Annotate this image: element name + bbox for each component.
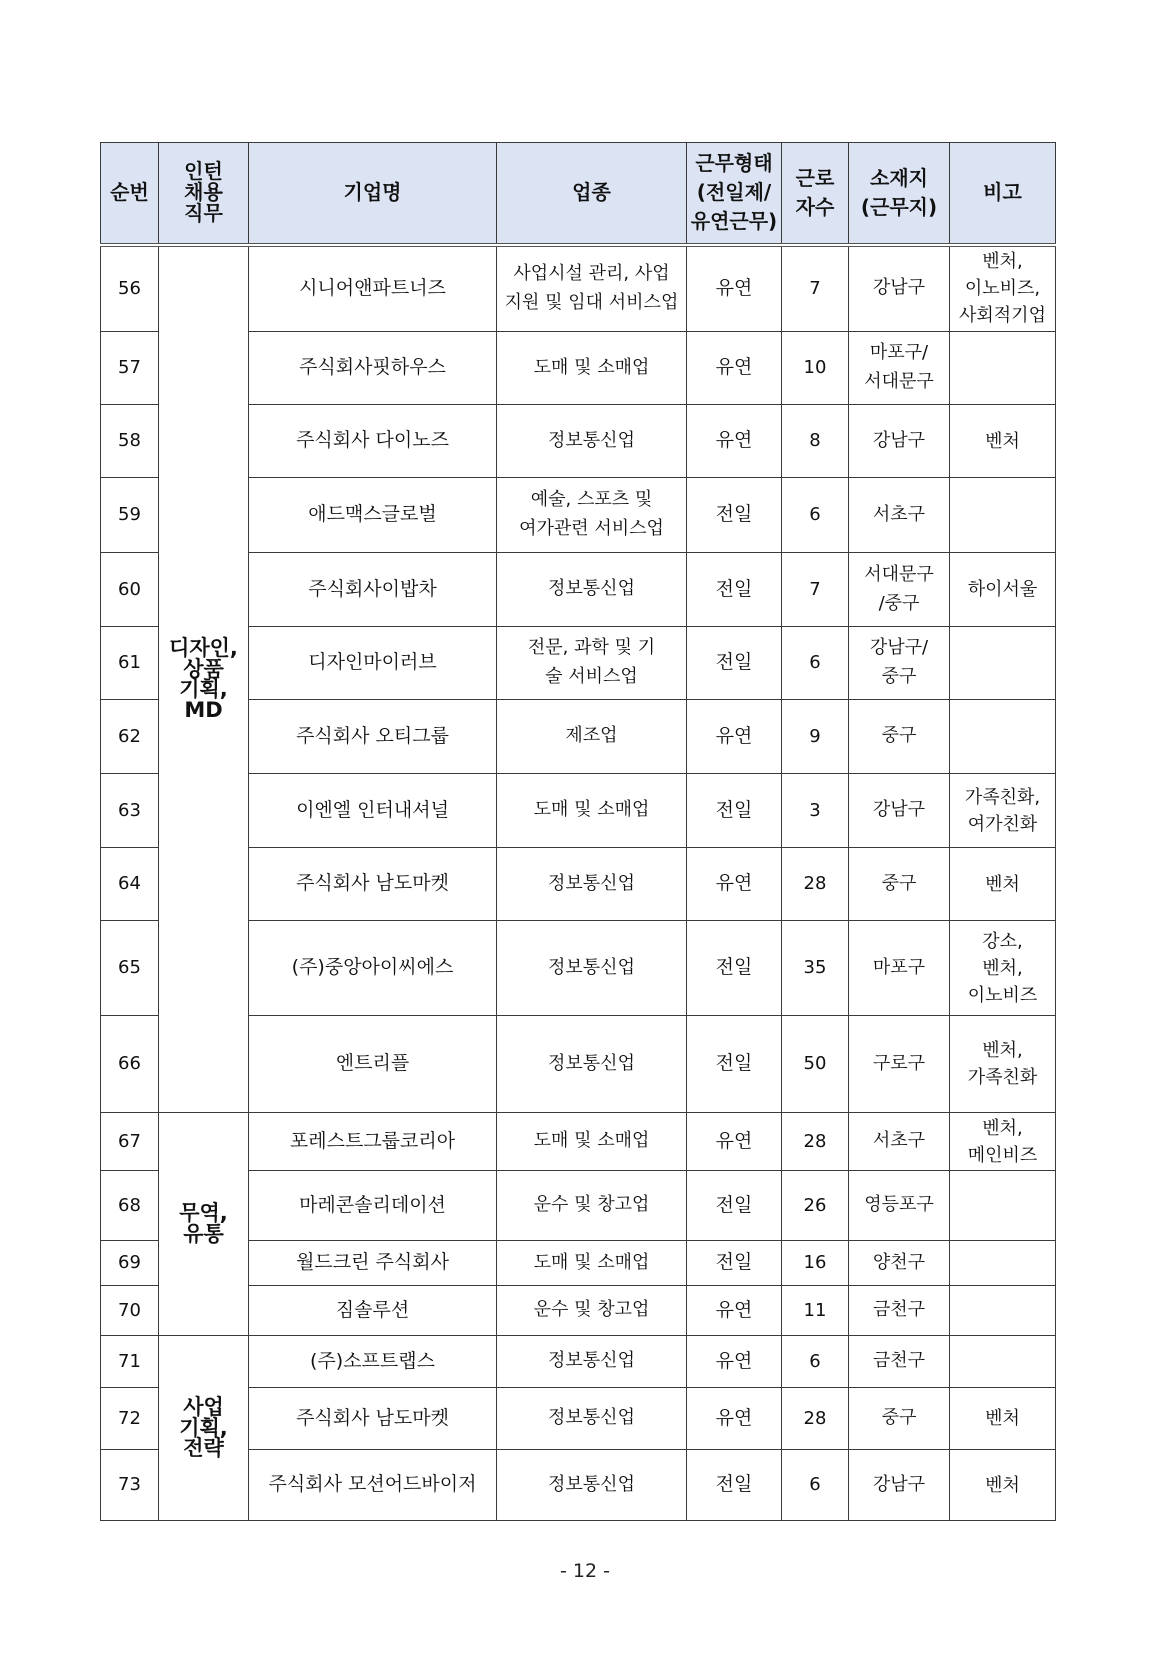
industry: 사업시설 관리, 사업 지원 및 임대 서비스업	[497, 245, 687, 332]
company-name: 시니어앤파트너즈	[249, 245, 497, 332]
header-employees: 근로 자수	[782, 143, 849, 245]
work-type: 전일	[687, 1016, 782, 1113]
employee-count: 6	[782, 1450, 849, 1521]
location: 영등포구	[849, 1171, 950, 1241]
work-type: 전일	[687, 478, 782, 553]
row-number: 57	[101, 332, 159, 405]
location: 중구	[849, 848, 950, 921]
note	[950, 1286, 1056, 1336]
company-name: 애드맥스글로벌	[249, 478, 497, 553]
row-number: 66	[101, 1016, 159, 1113]
work-type: 유연	[687, 332, 782, 405]
employee-count: 6	[782, 478, 849, 553]
location: 서초구	[849, 1113, 950, 1171]
note	[950, 1336, 1056, 1388]
industry: 정보통신업	[497, 1388, 687, 1450]
row-number: 72	[101, 1388, 159, 1450]
row-number: 63	[101, 774, 159, 848]
employee-count: 6	[782, 1336, 849, 1388]
employee-count: 28	[782, 1388, 849, 1450]
industry: 예술, 스포츠 및 여가관련 서비스업	[497, 478, 687, 553]
company-name: 주식회사 오티그룹	[249, 700, 497, 774]
employee-count: 10	[782, 332, 849, 405]
company-name: 이엔엘 인터내셔널	[249, 774, 497, 848]
industry: 정보통신업	[497, 553, 687, 627]
intern-company-table	[100, 142, 1056, 1521]
row-number: 59	[101, 478, 159, 553]
employee-count: 6	[782, 627, 849, 700]
company-name: 짐솔루션	[249, 1286, 497, 1336]
row-number: 64	[101, 848, 159, 921]
employee-count: 50	[782, 1016, 849, 1113]
note	[950, 478, 1056, 553]
industry: 정보통신업	[497, 1336, 687, 1388]
row-number: 68	[101, 1171, 159, 1241]
work-type: 유연	[687, 1113, 782, 1171]
row-number: 73	[101, 1450, 159, 1521]
industry: 정보통신업	[497, 921, 687, 1016]
location: 구로구	[849, 1016, 950, 1113]
work-type: 전일	[687, 1241, 782, 1286]
note: 하이서울	[950, 553, 1056, 627]
industry: 전문, 과학 및 기 술 서비스업	[497, 627, 687, 700]
location: 강남구	[849, 774, 950, 848]
location: 금천구	[849, 1286, 950, 1336]
company-name: (주)중앙아이씨에스	[249, 921, 497, 1016]
note: 벤처, 메인비즈	[950, 1113, 1056, 1171]
company-name: 디자인마이러브	[249, 627, 497, 700]
location: 강남구	[849, 405, 950, 478]
row-number: 70	[101, 1286, 159, 1336]
employee-count: 26	[782, 1171, 849, 1241]
row-number: 58	[101, 405, 159, 478]
work-type: 유연	[687, 700, 782, 774]
note: 가족친화, 여가친화	[950, 774, 1056, 848]
company-name: 주식회사핏하우스	[249, 332, 497, 405]
location: 서초구	[849, 478, 950, 553]
table-row	[101, 1113, 1056, 1171]
row-number: 67	[101, 1113, 159, 1171]
work-type: 전일	[687, 627, 782, 700]
work-type: 전일	[687, 921, 782, 1016]
company-name: 주식회사이밥차	[249, 553, 497, 627]
table-row	[101, 245, 1056, 332]
note: 강소, 벤처, 이노비즈	[950, 921, 1056, 1016]
location: 양천구	[849, 1241, 950, 1286]
work-type: 유연	[687, 245, 782, 332]
note: 벤처	[950, 848, 1056, 921]
industry: 운수 및 창고업	[497, 1171, 687, 1241]
employee-count: 9	[782, 700, 849, 774]
work-type: 유연	[687, 405, 782, 478]
header-work-type: 근무형태 (전일제/ 유연근무)	[687, 143, 782, 245]
industry: 도매 및 소매업	[497, 1241, 687, 1286]
work-type: 전일	[687, 1450, 782, 1521]
company-name: 포레스트그룹코리아	[249, 1113, 497, 1171]
industry: 도매 및 소매업	[497, 332, 687, 405]
work-type: 유연	[687, 1336, 782, 1388]
industry: 운수 및 창고업	[497, 1286, 687, 1336]
role-group-cell: 무역, 유통	[159, 1113, 249, 1336]
employee-count: 35	[782, 921, 849, 1016]
page-number: - 12 -	[560, 1560, 610, 1582]
work-type: 전일	[687, 774, 782, 848]
location: 중구	[849, 1388, 950, 1450]
industry: 정보통신업	[497, 1450, 687, 1521]
industry: 도매 및 소매업	[497, 774, 687, 848]
row-number: 69	[101, 1241, 159, 1286]
row-number: 62	[101, 700, 159, 774]
work-type: 유연	[687, 848, 782, 921]
location: 마포구	[849, 921, 950, 1016]
row-number: 65	[101, 921, 159, 1016]
note: 벤처	[950, 1450, 1056, 1521]
location: 강남구	[849, 1450, 950, 1521]
company-name: 주식회사 모션어드바이저	[249, 1450, 497, 1521]
employee-count: 8	[782, 405, 849, 478]
company-name: 마레콘솔리데이션	[249, 1171, 497, 1241]
location: 마포구/ 서대문구	[849, 332, 950, 405]
header-row	[101, 143, 1056, 245]
location: 강남구	[849, 245, 950, 332]
row-number: 61	[101, 627, 159, 700]
row-number: 71	[101, 1336, 159, 1388]
employee-count: 11	[782, 1286, 849, 1336]
note: 벤처	[950, 405, 1056, 478]
work-type: 전일	[687, 553, 782, 627]
note	[950, 332, 1056, 405]
industry: 제조업	[497, 700, 687, 774]
company-name: 주식회사 남도마켓	[249, 848, 497, 921]
header-note: 비고	[950, 143, 1056, 245]
work-type: 유연	[687, 1286, 782, 1336]
note: 벤처	[950, 1388, 1056, 1450]
note: 벤처, 이노비즈, 사회적기업	[950, 245, 1056, 332]
table-row	[101, 1336, 1056, 1388]
note	[950, 700, 1056, 774]
employee-count: 28	[782, 1113, 849, 1171]
location: 강남구/ 중구	[849, 627, 950, 700]
work-type: 전일	[687, 1171, 782, 1241]
note	[950, 1241, 1056, 1286]
header-industry: 업종	[497, 143, 687, 245]
header-location: 소재지 (근무지)	[849, 143, 950, 245]
company-name: 주식회사 남도마켓	[249, 1388, 497, 1450]
company-name: 주식회사 다이노즈	[249, 405, 497, 478]
location: 서대문구 /중구	[849, 553, 950, 627]
employee-count: 28	[782, 848, 849, 921]
role-group-cell: 사업 기획, 전략	[159, 1336, 249, 1521]
location: 중구	[849, 700, 950, 774]
industry: 정보통신업	[497, 1016, 687, 1113]
company-name: (주)소프트랩스	[249, 1336, 497, 1388]
row-number: 56	[101, 245, 159, 332]
row-number: 60	[101, 553, 159, 627]
header-company: 기업명	[249, 143, 497, 245]
note	[950, 627, 1056, 700]
note	[950, 1171, 1056, 1241]
header-no: 순번	[101, 143, 159, 245]
table-body	[101, 245, 1056, 1521]
company-name: 월드크린 주식회사	[249, 1241, 497, 1286]
note: 벤처, 가족친화	[950, 1016, 1056, 1113]
employee-count: 3	[782, 774, 849, 848]
employee-count: 7	[782, 245, 849, 332]
header-role: 인턴 채용 직무	[159, 143, 249, 245]
industry: 정보통신업	[497, 405, 687, 478]
role-group-cell: 디자인, 상품 기획, MD	[159, 245, 249, 1113]
industry: 도매 및 소매업	[497, 1113, 687, 1171]
industry: 정보통신업	[497, 848, 687, 921]
employee-count: 16	[782, 1241, 849, 1286]
employee-count: 7	[782, 553, 849, 627]
location: 금천구	[849, 1336, 950, 1388]
work-type: 유연	[687, 1388, 782, 1450]
company-name: 엔트리플	[249, 1016, 497, 1113]
